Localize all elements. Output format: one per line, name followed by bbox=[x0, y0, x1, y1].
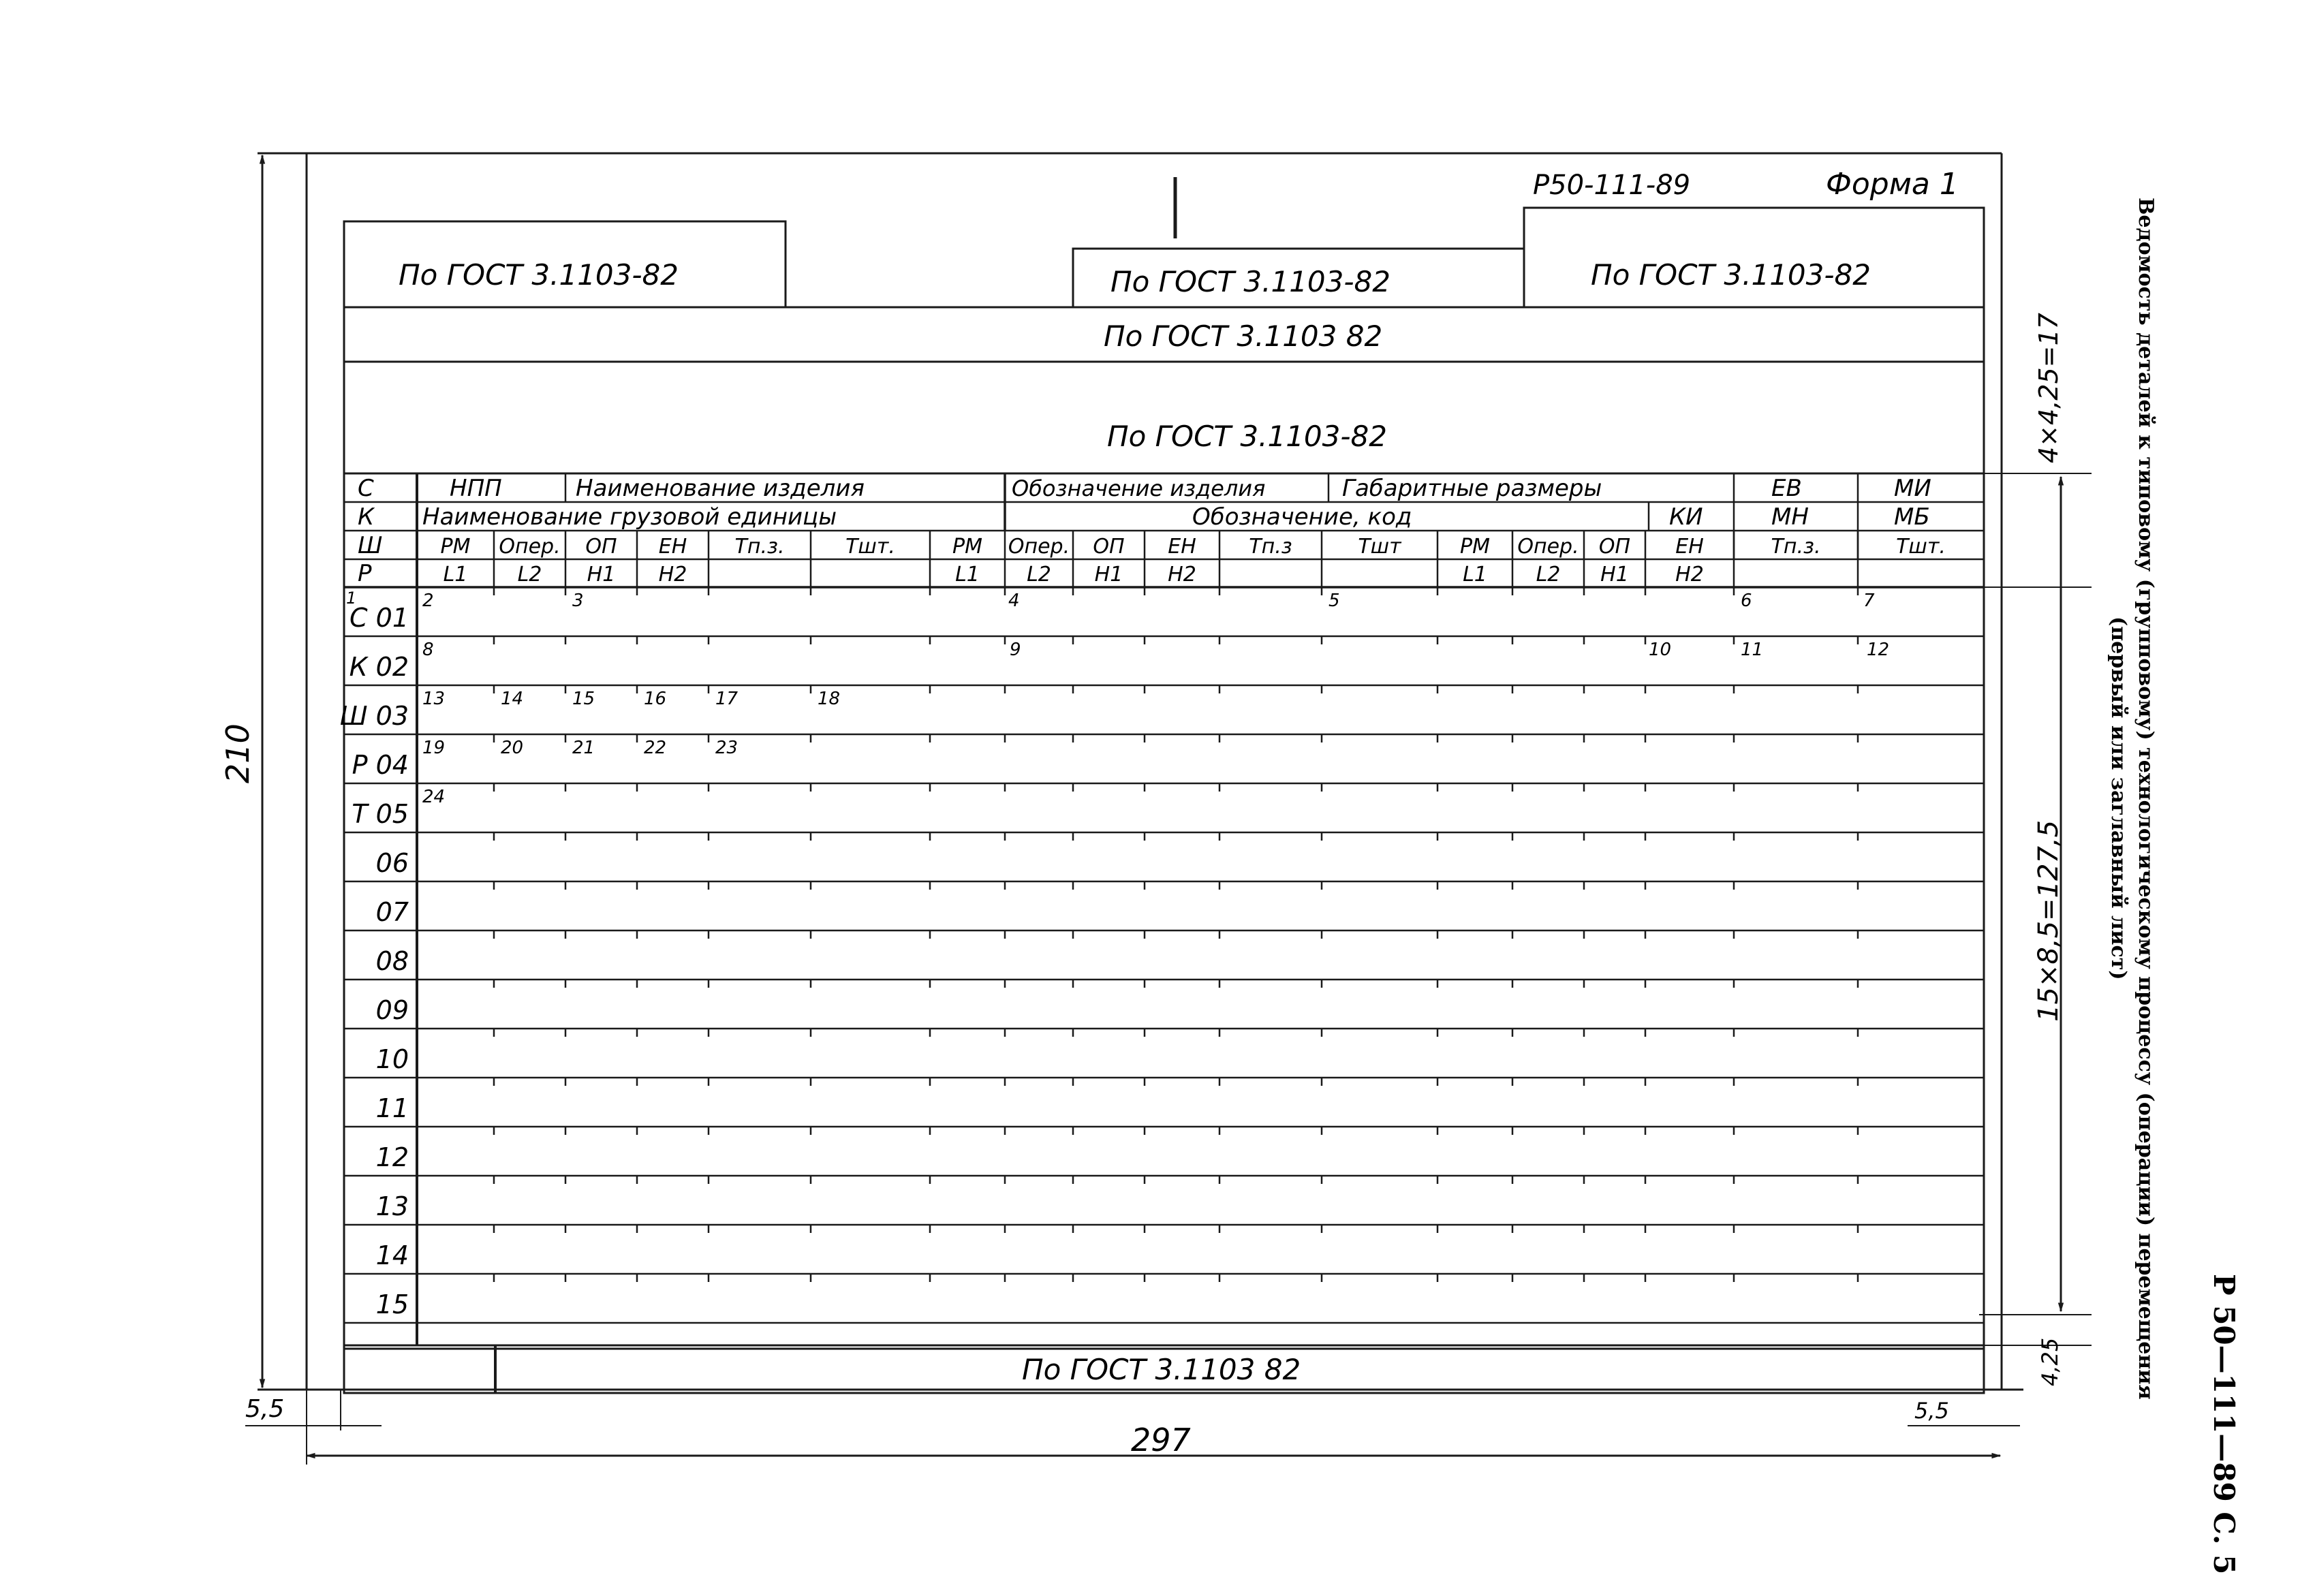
footer-block-dimension-label: 4,25 bbox=[2037, 1337, 2063, 1386]
table-body bbox=[340, 587, 1984, 1323]
footer-band-text: По ГОСТ 3.1103 82 bbox=[1022, 1353, 1301, 1386]
field-number: 14 bbox=[501, 689, 524, 709]
table-row-label: 15 bbox=[375, 1289, 409, 1319]
row-sh-cell: РМ bbox=[1460, 535, 1490, 559]
table-row-label: 11 bbox=[375, 1093, 409, 1123]
row-sh-cell: Тшт bbox=[1358, 535, 1401, 559]
field-number: 15 bbox=[572, 689, 595, 709]
table-row-label: 06 bbox=[375, 848, 409, 878]
table-row-label: Ш 03 bbox=[339, 701, 409, 731]
row-sh-cell: ЕН bbox=[1675, 535, 1704, 559]
row-r-cell: L1 bbox=[955, 563, 980, 586]
stamp-box-left-text: По ГОСТ 3.1103-82 bbox=[399, 258, 679, 292]
row-r-cell: L2 bbox=[1536, 563, 1561, 586]
table-row-label: 12 bbox=[375, 1142, 409, 1172]
field-number: 16 bbox=[644, 689, 667, 709]
row-k-mb: МБ bbox=[1894, 503, 1930, 531]
row-c-mi: МИ bbox=[1894, 475, 1931, 502]
row-r-cell: H1 bbox=[587, 563, 616, 586]
row-sh-code: Ш bbox=[358, 532, 383, 559]
doc-code: Р50-111-89 bbox=[1533, 170, 1691, 201]
field-number: 4 bbox=[1008, 591, 1020, 611]
table-frame bbox=[344, 473, 1984, 1349]
stamp-box-right-text: По ГОСТ 3.1103-82 bbox=[1591, 258, 1871, 292]
header-block-dimension-label: 4×4,25=17 bbox=[2034, 313, 2064, 463]
field-number: 6 bbox=[1741, 591, 1752, 611]
field-number: 24 bbox=[422, 787, 446, 807]
side-title: Ведомость деталей к типовому (групповому) технологическому процессу (операции) перемещения bbox=[2134, 198, 2158, 1400]
field-number: 2 bbox=[422, 591, 434, 611]
row-c-ev: ЕВ bbox=[1771, 475, 1802, 502]
table-row-label: 14 bbox=[375, 1240, 409, 1270]
row-sh-cell: Тшт. bbox=[845, 535, 895, 559]
page-ref: Р 50—111—89 С. 5 bbox=[2207, 1274, 2241, 1575]
row-sh-cell: Тшт. bbox=[1896, 535, 1946, 559]
field-number: 12 bbox=[1867, 640, 1890, 660]
field-number: 5 bbox=[1328, 591, 1340, 611]
row-sh-cell: ОП bbox=[1093, 535, 1125, 559]
header-band-2 bbox=[344, 362, 1984, 473]
field-number: 18 bbox=[818, 689, 841, 709]
field-number: 7 bbox=[1863, 591, 1875, 611]
field-number: 21 bbox=[572, 738, 595, 758]
row-k-code: К bbox=[358, 503, 375, 531]
table-row-label: С 01 bbox=[349, 603, 409, 633]
row-sh-cell: Опер. bbox=[1008, 535, 1070, 559]
row-sh-cell: ОП bbox=[585, 535, 617, 559]
field-number: 8 bbox=[422, 640, 434, 660]
stamp-box-right bbox=[1524, 208, 1984, 307]
row-c-code: С bbox=[358, 475, 374, 502]
field-number: 13 bbox=[422, 689, 446, 709]
row-c-dims: Габаритные размеры bbox=[1342, 475, 1602, 502]
row-r-cell: L1 bbox=[1463, 563, 1487, 586]
table-row-label: Р 04 bbox=[352, 750, 409, 780]
row-sh-cell: РМ bbox=[440, 535, 471, 559]
row-sh-cell: Опер. bbox=[1517, 535, 1579, 559]
row-r-cell: H2 bbox=[658, 563, 687, 586]
field-number: 23 bbox=[715, 738, 739, 758]
row-sh-cell: Тп.з. bbox=[734, 535, 785, 559]
field-number: 17 bbox=[715, 689, 739, 709]
row-sh-cell: РМ bbox=[952, 535, 982, 559]
side-subtitle: (первый или заглавный лист) bbox=[2107, 616, 2130, 980]
header-band-1-text: По ГОСТ 3.1103 82 bbox=[1104, 319, 1383, 353]
field-number: 9 bbox=[1010, 640, 1021, 660]
row-sh-cell: ЕН bbox=[658, 535, 687, 559]
field-number: 10 bbox=[1649, 640, 1672, 660]
margin-right-label: 5,5 bbox=[1914, 1398, 1949, 1424]
field-number: 3 bbox=[572, 591, 584, 611]
row-k-cargo: Наименование грузовой единицы bbox=[422, 503, 837, 531]
table-row-label: К 02 bbox=[349, 652, 409, 682]
table-row-label: 07 bbox=[375, 897, 409, 927]
row-r-cell: L2 bbox=[1027, 563, 1051, 586]
table-row-label: 09 bbox=[375, 995, 409, 1025]
row-r-cell: H1 bbox=[1094, 563, 1123, 586]
table-row-label: 13 bbox=[375, 1191, 409, 1221]
row-r-cell: L2 bbox=[517, 563, 542, 586]
table-row-label: 10 bbox=[375, 1044, 409, 1074]
row-c-name: Наименование изделия bbox=[576, 475, 865, 502]
row-c-npp: НПП bbox=[450, 475, 502, 502]
row-sh-cell: ОП bbox=[1598, 535, 1631, 559]
row-r-cell: H1 bbox=[1600, 563, 1629, 586]
body-block-dimension-label: 15×8,5=127,5 bbox=[2033, 819, 2064, 1022]
field-number: 19 bbox=[422, 738, 446, 758]
row-r-cell: L1 bbox=[443, 563, 468, 586]
width-dimension-label: 297 bbox=[1131, 1422, 1191, 1458]
row-k-ki: КИ bbox=[1669, 503, 1703, 531]
margin-left-label: 5,5 bbox=[245, 1395, 285, 1423]
field-number: 11 bbox=[1741, 640, 1764, 660]
stamp-box-middle-text: По ГОСТ 3.1103-82 bbox=[1110, 265, 1390, 298]
row-sh-cell: Тп.з bbox=[1249, 535, 1292, 559]
row-k-designation-code: Обозначение, код bbox=[1192, 503, 1412, 531]
table-row-prefix: 1 bbox=[346, 589, 357, 608]
row-sh-cell: ЕН bbox=[1168, 535, 1196, 559]
row-k-mn: МН bbox=[1771, 503, 1809, 531]
row-r-cell: H2 bbox=[1168, 563, 1196, 586]
form-label: Форма 1 bbox=[1826, 167, 1959, 202]
table-row-label: 08 bbox=[375, 946, 409, 976]
row-sh-cell: Опер. bbox=[499, 535, 561, 559]
row-r-cell: H2 bbox=[1675, 563, 1704, 586]
header-band-2-text: По ГОСТ 3.1103-82 bbox=[1107, 420, 1387, 453]
row-sh-cell: Тп.з. bbox=[1771, 535, 1821, 559]
table-row-label: Т 05 bbox=[352, 799, 409, 829]
field-number: 22 bbox=[644, 738, 667, 758]
field-number: 20 bbox=[501, 738, 524, 758]
height-dimension-label: 210 bbox=[219, 723, 256, 783]
row-c-designation: Обозначение изделия bbox=[1012, 475, 1266, 501]
row-r-code: Р bbox=[358, 560, 372, 587]
